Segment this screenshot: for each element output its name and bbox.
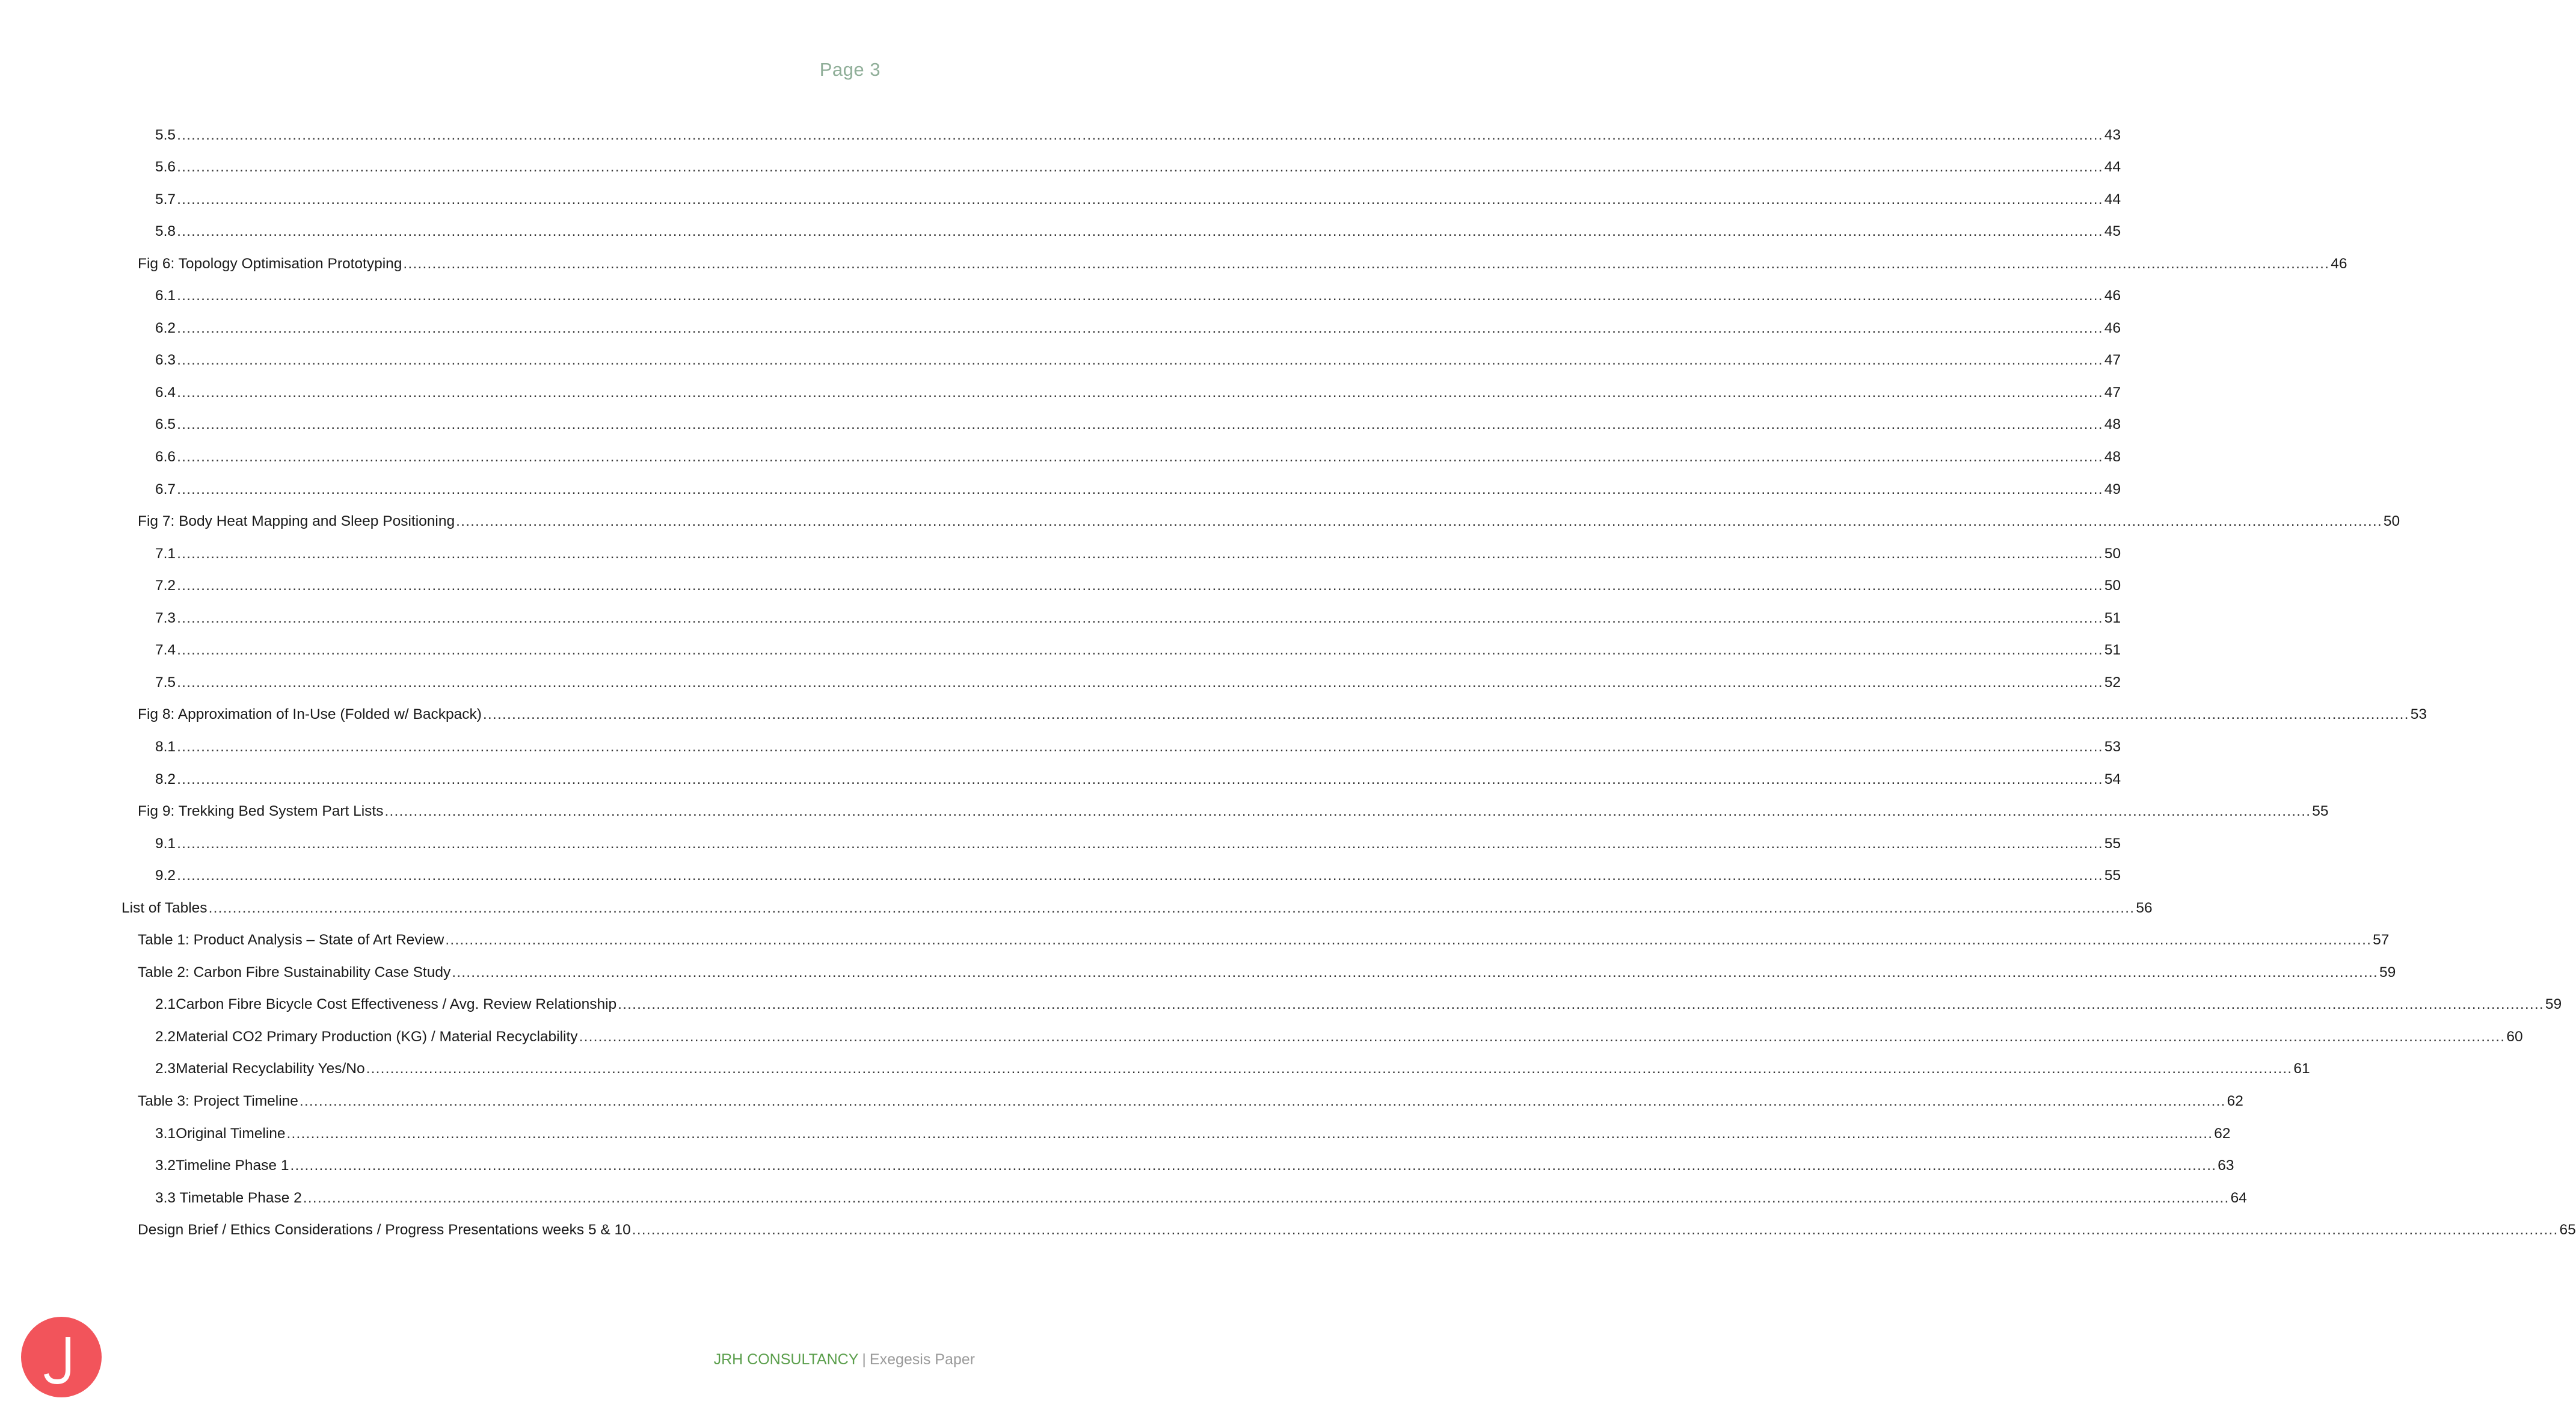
toc-entry-number: 5.8	[155, 223, 176, 240]
toc-entry-page: 60	[2506, 1028, 2523, 1045]
toc-entry-page: 44	[2104, 159, 2121, 176]
toc-entry[interactable]	[138, 956, 2396, 988]
toc-entry-page: 63	[2218, 1157, 2234, 1174]
toc-dot-leader: ................................................................................................................................................................................................................................................................................................................................................................................................................	[384, 803, 2311, 820]
toc-entry-title: Material CO2 Primary Production (KG) / Material Recyclability	[176, 1028, 578, 1045]
toc-dot-leader: ................................................................................................................................................................................................................................................................................................................................................................................................................	[177, 835, 2103, 852]
toc-entry[interactable]	[138, 1086, 2243, 1118]
toc-entry-number: 8.2	[155, 771, 176, 787]
toc-dot-leader: ................................................................................................................................................................................................................................................................................................................................................................................................................	[177, 449, 2103, 465]
toc-entry[interactable]	[138, 699, 2427, 731]
toc-entry[interactable]	[155, 312, 2121, 344]
toc-entry-title: Fig 6: Topology Optimisation Prototyping	[138, 255, 402, 272]
page-number: Page 3	[819, 59, 881, 80]
toc-entry-page: 54	[2104, 771, 2121, 787]
toc-entry-page: 64	[2230, 1189, 2247, 1206]
toc-dot-leader: ................................................................................................................................................................................................................................................................................................................................................................................................................	[177, 126, 2103, 143]
toc-entry-number: 6.1	[155, 288, 176, 304]
toc-entry-page: 57	[2373, 932, 2390, 949]
toc-entry-title: Table 2: Carbon Fibre Sustainability Case Study	[138, 964, 451, 981]
toc-entry[interactable]	[138, 796, 2329, 828]
toc-dot-leader: ................................................................................................................................................................................................................................................................................................................................................................................................................	[177, 288, 2103, 304]
toc-dot-leader: ................................................................................................................................................................................................................................................................................................................................................................................................................	[177, 545, 2103, 562]
toc-entry[interactable]	[155, 635, 2121, 667]
toc-entry[interactable]	[155, 538, 2121, 570]
toc-dot-leader: ................................................................................................................................................................................................................................................................................................................................................................................................................	[456, 513, 2382, 530]
toc-entry-number: 9.1	[155, 835, 176, 852]
toc-entry-page: 43	[2104, 126, 2121, 143]
toc-entry-page: 46	[2104, 319, 2121, 336]
toc-entry-page: 53	[2104, 738, 2121, 755]
toc-entry[interactable]	[155, 828, 2121, 860]
toc-entry-page: 62	[2227, 1093, 2243, 1109]
toc-entry-title: Fig 7: Body Heat Mapping and Sleep Positioning	[138, 513, 455, 530]
footer-document-title: Exegesis Paper	[869, 1351, 975, 1368]
toc-entry-title: Original Timeline	[176, 1125, 286, 1142]
toc-entry[interactable]	[155, 1118, 2231, 1150]
toc-entry-page: 53	[2410, 706, 2427, 723]
toc-dot-leader: ................................................................................................................................................................................................................................................................................................................................................................................................................	[303, 1189, 2230, 1206]
toc-entry-title: Design Brief / Ethics Considerations / Progress Presentations weeks 5 & 10	[138, 1222, 631, 1239]
toc-entry-number: 6.2	[155, 319, 176, 336]
toc-entry[interactable]	[155, 860, 2121, 892]
toc-entry[interactable]	[121, 892, 2153, 924]
toc-dot-leader: ................................................................................................................................................................................................................................................................................................................................................................................................................	[618, 996, 2544, 1013]
toc-dot-leader: ................................................................................................................................................................................................................................................................................................................................................................................................................	[177, 481, 2103, 497]
toc-entry[interactable]	[155, 216, 2121, 248]
toc-entry[interactable]	[155, 667, 2121, 698]
toc-entry-number: 8.1	[155, 738, 176, 755]
toc-entry[interactable]	[155, 280, 2121, 312]
toc-dot-leader: ................................................................................................................................................................................................................................................................................................................................................................................................................	[208, 899, 2135, 916]
toc-entry-page: 52	[2104, 674, 2121, 691]
toc-entry-number: 5.5	[155, 126, 176, 143]
toc-entry-page: 56	[2136, 899, 2153, 916]
footer-separator: |	[862, 1351, 866, 1368]
toc-entry-page: 55	[2312, 803, 2329, 820]
toc-entry[interactable]	[155, 152, 2121, 183]
toc-entry[interactable]	[155, 1053, 2310, 1085]
toc-entry-number: 7.1	[155, 545, 176, 562]
toc-entry[interactable]	[155, 1182, 2247, 1214]
toc-dot-leader: ................................................................................................................................................................................................................................................................................................................................................................................................................	[177, 319, 2103, 336]
toc-entry[interactable]	[138, 1215, 2576, 1246]
toc-dot-leader: ................................................................................................................................................................................................................................................................................................................................................................................................................	[177, 867, 2103, 884]
toc-dot-leader: ................................................................................................................................................................................................................................................................................................................................................................................................................	[177, 159, 2103, 176]
toc-dot-leader: ................................................................................................................................................................................................................................................................................................................................................................................................................	[579, 1028, 2506, 1045]
toc-dot-leader: ................................................................................................................................................................................................................................................................................................................................................................................................................	[286, 1125, 2213, 1142]
toc-entry[interactable]	[155, 377, 2121, 408]
toc-entry-number: 7.4	[155, 642, 176, 659]
toc-entry-page: 51	[2104, 609, 2121, 626]
toc-entry[interactable]	[155, 763, 2121, 795]
toc-entry-page: 45	[2104, 223, 2121, 240]
toc-entry[interactable]	[155, 473, 2121, 505]
toc-entry-page: 48	[2104, 449, 2121, 465]
toc-dot-leader: ................................................................................................................................................................................................................................................................................................................................................................................................................	[177, 223, 2103, 240]
toc-dot-leader: ................................................................................................................................................................................................................................................................................................................................................................................................................	[177, 191, 2103, 208]
company-logo	[21, 1317, 102, 1397]
toc-entry[interactable]	[155, 442, 2121, 473]
toc-entry-title: Timeline Phase 1	[176, 1157, 289, 1174]
toc-entry-number: 6.3	[155, 352, 176, 369]
toc-dot-leader: ................................................................................................................................................................................................................................................................................................................................................................................................................	[632, 1222, 2559, 1239]
toc-dot-leader: ................................................................................................................................................................................................................................................................................................................................................................................................................	[482, 706, 2409, 723]
toc-entry-page: 46	[2331, 255, 2347, 272]
toc-entry-page: 50	[2104, 577, 2121, 594]
toc-entry-title: Fig 8: Approximation of In-Use (Folded w/ Backpack)	[138, 706, 482, 723]
toc-entry-number: 3.2	[155, 1157, 176, 1174]
toc-entry-page: 55	[2104, 835, 2121, 852]
toc-entry-number: 7.2	[155, 577, 176, 594]
toc-dot-leader: ................................................................................................................................................................................................................................................................................................................................................................................................................	[452, 964, 2378, 981]
toc-dot-leader: ................................................................................................................................................................................................................................................................................................................................................................................................................	[403, 255, 2330, 272]
toc-entry[interactable]	[138, 248, 2347, 280]
toc-entry-number: 2.3	[155, 1061, 176, 1077]
toc-entry-number: 5.6	[155, 159, 176, 176]
toc-entry-number: 5.7	[155, 191, 176, 208]
toc-entry[interactable]	[155, 1150, 2234, 1182]
toc-entry[interactable]	[155, 183, 2121, 215]
toc-entry-page: 61	[2293, 1061, 2310, 1077]
toc-entry-number: 9.2	[155, 867, 176, 884]
toc-dot-leader: ................................................................................................................................................................................................................................................................................................................................................................................................................	[177, 738, 2103, 755]
toc-entry[interactable]	[155, 602, 2121, 634]
toc-dot-leader: ................................................................................................................................................................................................................................................................................................................................................................................................................	[366, 1061, 2293, 1077]
toc-entry-number: 6.5	[155, 416, 176, 433]
toc-dot-leader: ................................................................................................................................................................................................................................................................................................................................................................................................................	[445, 932, 2372, 949]
toc-entry-number: 2.2	[155, 1028, 176, 1045]
toc-entry-page: 47	[2104, 384, 2121, 401]
toc-dot-leader: ................................................................................................................................................................................................................................................................................................................................................................................................................	[290, 1157, 2217, 1174]
toc-entry-title: Table 1: Product Analysis – State of Art Review	[138, 932, 444, 949]
toc-dot-leader: ................................................................................................................................................................................................................................................................................................................................................................................................................	[177, 642, 2103, 659]
toc-entry[interactable]	[155, 731, 2121, 763]
toc-entry-page: 47	[2104, 352, 2121, 369]
toc-entry-page: 51	[2104, 642, 2121, 659]
toc-entry-page: 65	[2559, 1222, 2576, 1239]
toc-entry-title: Material Recyclability Yes/No	[176, 1061, 365, 1077]
page-footer	[714, 1351, 975, 1369]
toc-dot-leader: ................................................................................................................................................................................................................................................................................................................................................................................................................	[177, 577, 2103, 594]
toc-dot-leader: ................................................................................................................................................................................................................................................................................................................................................................................................................	[299, 1093, 2226, 1109]
toc-entry-title: Fig 9: Trekking Bed System Part Lists	[138, 803, 384, 820]
toc-entry-page: 50	[2104, 545, 2121, 562]
toc-dot-leader: ................................................................................................................................................................................................................................................................................................................................................................................................................	[177, 674, 2103, 691]
toc-entry[interactable]	[138, 925, 2390, 956]
toc-entry-page: 62	[2214, 1125, 2231, 1142]
toc-entry-page: 46	[2104, 288, 2121, 304]
toc-entry[interactable]	[155, 989, 2562, 1021]
toc-dot-leader: ................................................................................................................................................................................................................................................................................................................................................................................................................	[177, 609, 2103, 626]
toc-entry-page: 49	[2104, 481, 2121, 497]
toc-entry-title: 3.3 Timetable Phase 2	[155, 1189, 302, 1206]
toc-entry-number: 6.7	[155, 481, 176, 497]
toc-entry-title: Table 3: Project Timeline	[138, 1093, 298, 1109]
toc-entry-number: 7.3	[155, 609, 176, 626]
toc-entry-page: 55	[2104, 867, 2121, 884]
toc-entry[interactable]	[155, 119, 2121, 151]
toc-entry-number: 2.1	[155, 996, 176, 1013]
toc-dot-leader: ................................................................................................................................................................................................................................................................................................................................................................................................................	[177, 384, 2103, 401]
toc-entry[interactable]	[155, 1021, 2523, 1053]
toc-entry-title: List of Tables	[121, 899, 207, 916]
toc-entry-number: 7.5	[155, 674, 176, 691]
toc-entry-number: 6.6	[155, 449, 176, 465]
toc-entry-page: 59	[2545, 996, 2562, 1013]
toc-entry-title: Carbon Fibre Bicycle Cost Effectiveness / Avg. Review Relationship	[176, 996, 617, 1013]
toc-entry[interactable]	[155, 345, 2121, 377]
toc-entry[interactable]	[155, 409, 2121, 441]
toc-entry-number: 6.4	[155, 384, 176, 401]
footer-company: JRH CONSULTANCY	[713, 1351, 859, 1368]
toc-dot-leader: ................................................................................................................................................................................................................................................................................................................................................................................................................	[177, 352, 2103, 369]
toc-dot-leader: ................................................................................................................................................................................................................................................................................................................................................................................................................	[177, 416, 2103, 433]
toc-dot-leader: ................................................................................................................................................................................................................................................................................................................................................................................................................	[177, 771, 2103, 787]
toc-entry-number: 3.1	[155, 1125, 176, 1142]
toc-entry-page: 50	[2383, 513, 2400, 530]
toc-entry-page: 44	[2104, 191, 2121, 208]
toc-entry-page: 59	[2379, 964, 2396, 981]
toc-entry-page: 48	[2104, 416, 2121, 433]
toc-entry[interactable]	[138, 506, 2400, 538]
toc-entry[interactable]	[155, 570, 2121, 602]
letter-j-logo-mark	[21, 1317, 102, 1397]
